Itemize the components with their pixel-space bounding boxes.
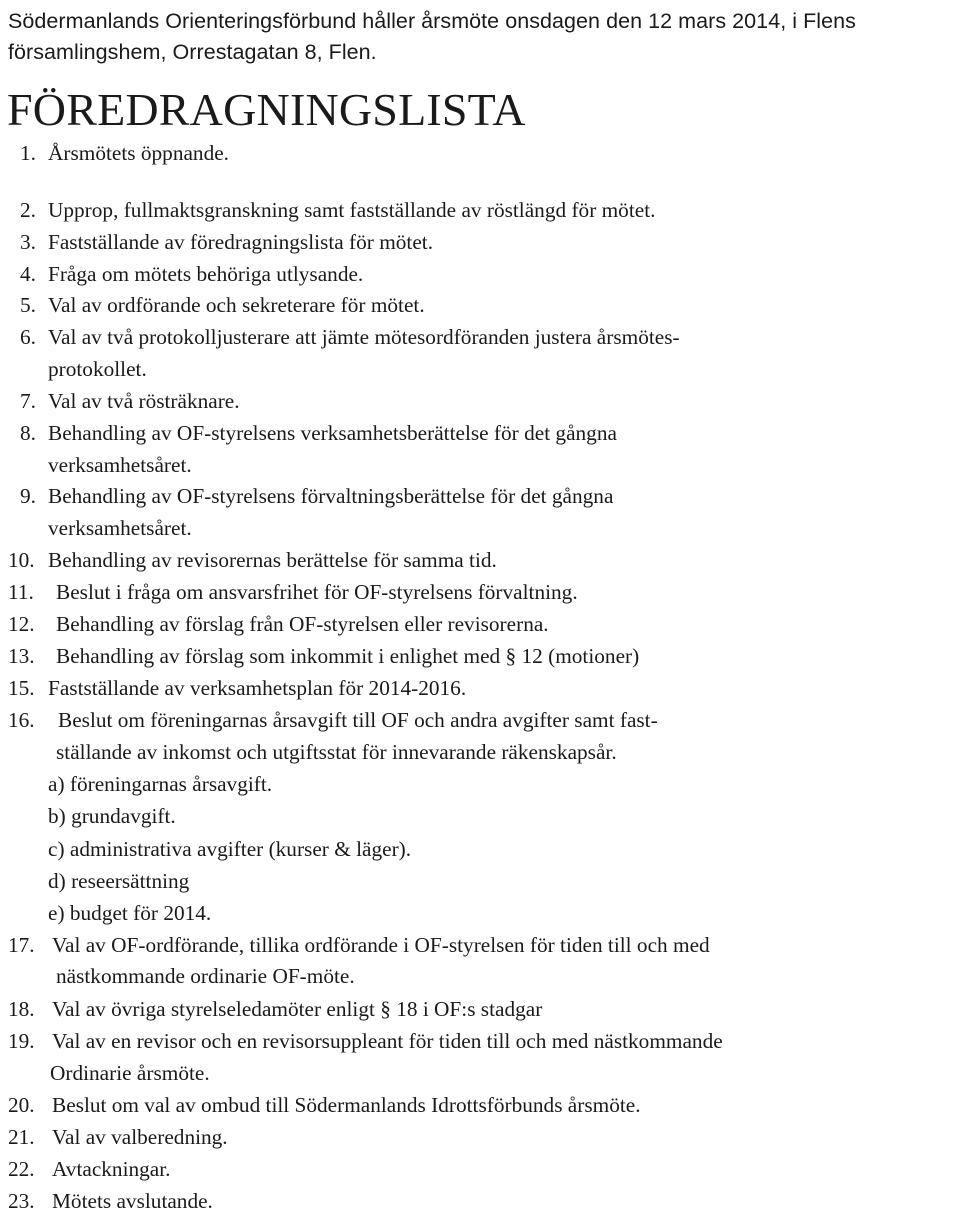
agenda-item-number: 10. — [8, 548, 35, 572]
agenda-item-number: 12. — [8, 612, 35, 636]
agenda-item-number: 20. — [8, 1093, 35, 1117]
agenda-item-text: Behandling av revisorernas berättelse för samma tid. — [48, 548, 497, 572]
agenda-item-text: Fastställande av verksamhetsplan för 2014-2016. — [48, 676, 467, 700]
agenda-item-number: 1. — [20, 141, 36, 165]
agenda-item-number: 4. — [20, 262, 36, 286]
agenda-item-number: 6. — [20, 325, 36, 349]
agenda-item-text: Behandling av förslag som inkommit i enlighet med § 12 (motioner) — [56, 644, 640, 668]
agenda-item-continuation: protokollet. — [48, 357, 147, 381]
agenda-item-text: d) reseersättning — [48, 869, 190, 893]
agenda-item-number: 9. — [20, 484, 36, 508]
agenda-item-text: Val av valberedning. — [52, 1125, 228, 1149]
agenda-item-text: Beslut i fråga om ansvarsfrihet för OF-styrelsens förvaltning. — [56, 580, 578, 604]
agenda-item-continuation: verksamhetsåret. — [48, 516, 192, 540]
agenda-item-text: Fråga om mötets behöriga utlysande. — [48, 262, 364, 286]
agenda-item-text: Val av ordförande och sekreterare för mötet. — [48, 293, 425, 317]
agenda-item-text: Mötets avslutande. — [52, 1189, 213, 1213]
agenda-item-number: 15. — [8, 676, 35, 700]
agenda-item-text: Val av OF-ordförande, tillika ordförande i OF-styrelsen för tiden till och med — [52, 933, 710, 957]
agenda-item-text: Val av två rösträknare. — [48, 389, 240, 413]
agenda-item-number: 22. — [8, 1157, 35, 1181]
agenda-item-number: 11. — [8, 580, 34, 604]
agenda-item-number: 13. — [8, 644, 35, 668]
agenda-item-text: Val av två protokolljusterare att jämte mötesordföranden justera årsmötes- — [48, 325, 680, 349]
agenda-item-text: Fastställande av föredragningslista för mötet. — [48, 230, 434, 254]
agenda-item-text: c) administrativa avgifter (kurser & läger). — [48, 837, 412, 861]
agenda-item-text: Årsmötets öppnande. — [48, 141, 229, 165]
agenda-item-text: b) grundavgift. — [48, 804, 176, 828]
agenda-item-number: 8. — [20, 421, 36, 445]
agenda-item-number: 23. — [8, 1189, 35, 1213]
agenda-item-text: Behandling av OF-styrelsens verksamhetsberättelse för det gångna — [48, 421, 617, 445]
agenda-item-text: a) föreningarnas årsavgift. — [48, 772, 273, 796]
agenda-item-continuation: nästkommande ordinarie OF-möte. — [56, 964, 355, 988]
agenda-item-number: 19. — [8, 1029, 35, 1053]
agenda-item-text: Val av övriga styrelseledamöter enligt § 18 i OF:s stadgar — [52, 997, 543, 1021]
agenda-item-number: 17. — [8, 933, 35, 957]
meeting-announcement: Södermanlands Orienteringsförbund håller årsmöte onsdagen den 12 mars 2014, i Flens församlingshem, Orrestagatan 8, Flen. — [8, 9, 856, 64]
page-title: FÖREDRAGNINGSLISTA — [7, 84, 526, 135]
agenda-item-number: 5. — [20, 293, 36, 317]
agenda-item-text: Upprop, fullmaktsgranskning samt fastställande av röstlängd för mötet. — [48, 198, 656, 222]
agenda-item-number: 16. — [8, 708, 35, 732]
agenda-item-text: Avtackningar. — [52, 1157, 171, 1181]
agenda-item-continuation: verksamhetsåret. — [48, 453, 192, 477]
agenda-item-text: Val av en revisor och en revisorsuppleant för tiden till och med nästkommande — [52, 1029, 723, 1053]
agenda-item-number: 2. — [20, 198, 36, 222]
agenda-item-continuation: ställande av inkomst och utgiftsstat för innevarande räkenskapsår. — [56, 740, 617, 764]
agenda-item-number: 18. — [8, 997, 35, 1021]
agenda-item-number: 7. — [20, 389, 36, 413]
agenda-item-number: 21. — [8, 1125, 35, 1149]
agenda-item-text: Behandling av förslag från OF-styrelsen eller revisorerna. — [56, 612, 549, 636]
agenda-item-text: e) budget för 2014. — [48, 901, 212, 925]
agenda-item-text: Beslut om val av ombud till Södermanlands Idrottsförbunds årsmöte. — [52, 1093, 641, 1117]
agenda-item-continuation: Ordinarie årsmöte. — [50, 1061, 210, 1085]
agenda-item-text: Beslut om föreningarnas årsavgift till OF och andra avgifter samt fast- — [58, 708, 658, 732]
agenda-item-number: 3. — [20, 230, 36, 254]
agenda-item-text: Behandling av OF-styrelsens förvaltningsberättelse för det gångna — [48, 484, 614, 508]
